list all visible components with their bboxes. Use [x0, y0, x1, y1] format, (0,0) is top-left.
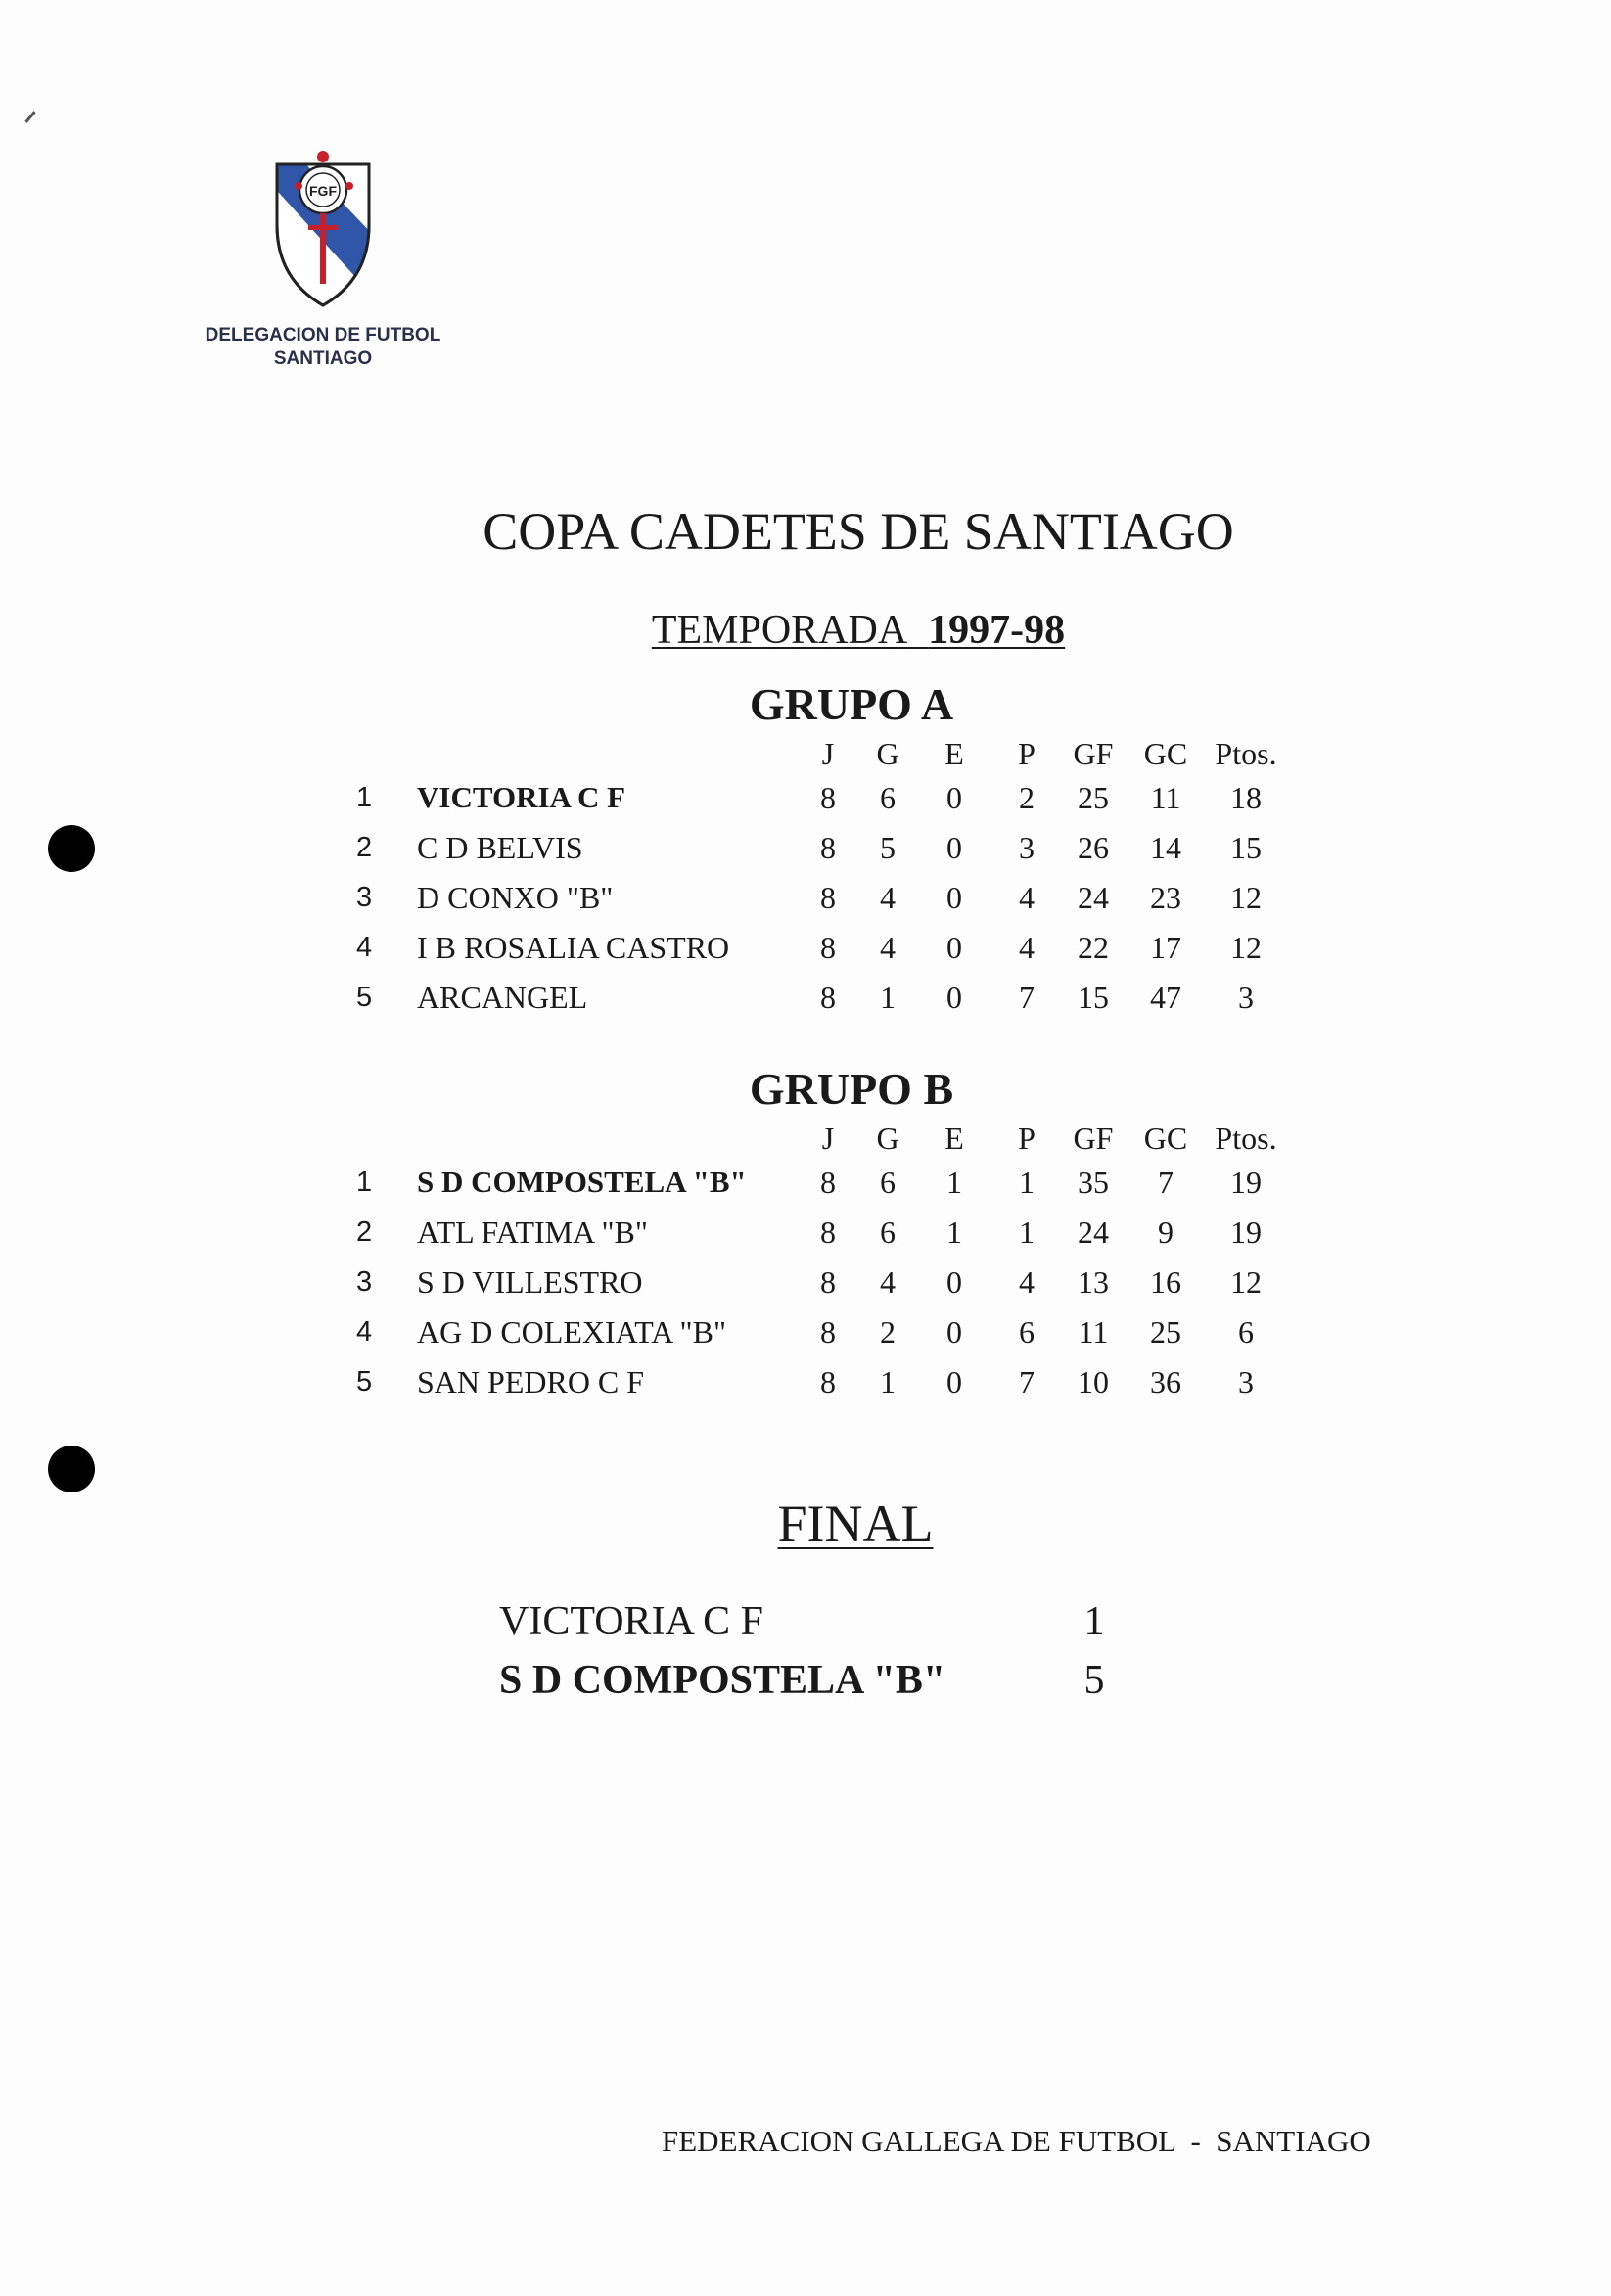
shield-icon: [269, 147, 377, 313]
stat-ptos: 12: [1230, 880, 1262, 915]
stat-gf: 24: [1078, 1215, 1109, 1250]
season-label: TEMPORADA: [651, 608, 908, 653]
stat-gc: 25: [1150, 1314, 1181, 1350]
stat-p: 2: [1019, 780, 1035, 815]
stat-gf: 11: [1078, 1314, 1109, 1350]
punch-hole-top: [48, 825, 95, 872]
stat-ptos: 15: [1230, 830, 1262, 865]
stat-ptos: 12: [1230, 930, 1262, 965]
column-header: J: [821, 1121, 835, 1156]
stat-p: 1: [1019, 1165, 1035, 1200]
position-number: 2: [356, 1217, 373, 1248]
stat-g: 6: [880, 1215, 896, 1250]
position-number: 1: [356, 1167, 373, 1198]
stat-p: 4: [1019, 930, 1035, 965]
stat-g: 2: [880, 1314, 896, 1350]
stat-j: 8: [820, 830, 836, 865]
svg-text:FGF: FGF: [309, 183, 337, 199]
stat-e: 0: [946, 1314, 962, 1350]
stat-gc: 23: [1150, 880, 1181, 915]
position-number: 5: [356, 1366, 373, 1398]
stat-g: 4: [880, 880, 896, 915]
position-number: 3: [356, 1266, 373, 1298]
document-title: COPA CADETES DE SANTIAGO: [483, 502, 1234, 561]
stat-e: 0: [946, 880, 962, 915]
position-number: 4: [356, 1316, 373, 1348]
group-title: GRUPO A: [749, 679, 954, 729]
stat-j: 8: [820, 1314, 836, 1350]
team-name: D CONXO "B": [417, 880, 614, 915]
stat-gc: 7: [1158, 1165, 1174, 1200]
season-line: [652, 607, 1065, 654]
season-value: 1997-98: [928, 608, 1066, 653]
team-name: AG D COLEXIATA "B": [417, 1314, 726, 1350]
stat-g: 5: [880, 830, 896, 865]
column-header: P: [1018, 736, 1036, 771]
position-number: 2: [356, 832, 373, 863]
stat-ptos: 3: [1238, 980, 1254, 1015]
column-header: GF: [1073, 736, 1114, 771]
stat-p: 4: [1019, 880, 1035, 915]
stat-g: 6: [880, 780, 896, 815]
stat-gf: 15: [1078, 980, 1109, 1015]
stat-ptos: 6: [1238, 1314, 1254, 1350]
stat-p: 6: [1019, 1314, 1035, 1350]
stat-p: 3: [1019, 830, 1035, 865]
column-header: GF: [1073, 1121, 1114, 1156]
delegation-name: DELEGACION DE FUTBOL: [205, 325, 441, 345]
stat-ptos: 3: [1238, 1364, 1254, 1400]
column-header: G: [876, 1121, 899, 1156]
team-name: VICTORIA C F: [417, 780, 626, 814]
stat-g: 4: [880, 930, 896, 965]
stat-gc: 16: [1150, 1264, 1181, 1300]
stat-ptos: 18: [1230, 780, 1262, 815]
stat-e: 0: [946, 1364, 962, 1400]
stat-g: 4: [880, 1264, 896, 1300]
stat-e: 0: [946, 980, 962, 1015]
stat-j: 8: [820, 1215, 836, 1250]
stat-gf: 35: [1078, 1165, 1109, 1200]
stat-ptos: 12: [1230, 1264, 1262, 1300]
stat-g: 1: [880, 980, 896, 1015]
punch-hole-bottom: [48, 1446, 95, 1492]
team-name: C D BELVIS: [417, 830, 583, 865]
stat-p: 4: [1019, 1264, 1035, 1300]
final-score: 5: [1083, 1658, 1105, 1703]
stat-j: 8: [820, 930, 836, 965]
stat-j: 8: [820, 980, 836, 1015]
stat-ptos: 19: [1230, 1165, 1262, 1200]
stat-gc: 47: [1150, 980, 1181, 1015]
final-team: VICTORIA C F: [499, 1599, 763, 1644]
team-name: S D VILLESTRO: [417, 1264, 643, 1300]
stat-gf: 13: [1078, 1264, 1109, 1300]
stat-ptos: 19: [1230, 1215, 1262, 1250]
stat-gf: 22: [1078, 930, 1109, 965]
final-team: S D COMPOSTELA "B": [499, 1658, 946, 1703]
stat-g: 6: [880, 1165, 896, 1200]
stat-j: 8: [820, 1165, 836, 1200]
stat-gf: 24: [1078, 880, 1109, 915]
position-number: 1: [356, 782, 373, 813]
delegation-city: SANTIAGO: [273, 348, 373, 369]
column-header: Ptos.: [1215, 736, 1277, 771]
stat-gc: 9: [1158, 1215, 1174, 1250]
column-header: P: [1018, 1121, 1036, 1156]
footer-federation: FEDERACION GALLEGA DE FUTBOL - SANTIAGO: [662, 2124, 1371, 2158]
stat-p: 7: [1019, 980, 1035, 1015]
stat-e: 0: [946, 830, 962, 865]
column-header: E: [944, 736, 964, 771]
team-name: S D COMPOSTELA "B": [417, 1165, 747, 1199]
column-header: J: [821, 736, 835, 771]
stat-p: 1: [1019, 1215, 1035, 1250]
stat-j: 8: [820, 880, 836, 915]
stat-j: 8: [820, 1264, 836, 1300]
position-number: 4: [356, 932, 373, 963]
stat-p: 7: [1019, 1364, 1035, 1400]
team-name: SAN PEDRO C F: [417, 1364, 645, 1400]
stat-j: 8: [820, 780, 836, 815]
stat-gc: 14: [1150, 830, 1181, 865]
stat-gf: 10: [1078, 1364, 1109, 1400]
stat-gc: 11: [1150, 780, 1181, 815]
column-header: GC: [1143, 1121, 1188, 1156]
team-name: I B ROSALIA CASTRO: [417, 930, 730, 965]
stat-e: 0: [946, 1264, 962, 1300]
column-header: G: [876, 736, 899, 771]
stat-e: 0: [946, 780, 962, 815]
stat-g: 1: [880, 1364, 896, 1400]
position-number: 5: [356, 982, 373, 1013]
team-name: ARCANGEL: [417, 980, 588, 1015]
pen-mark: [24, 111, 35, 123]
team-name: ATL FATIMA "B": [417, 1215, 648, 1250]
stat-gf: 26: [1078, 830, 1109, 865]
stat-gc: 17: [1150, 930, 1181, 965]
final-score: 1: [1083, 1599, 1105, 1644]
column-header: E: [944, 1121, 964, 1156]
group-title: GRUPO B: [749, 1064, 954, 1114]
stat-e: 1: [946, 1215, 962, 1250]
final-title: FINAL: [777, 1494, 934, 1553]
column-header: Ptos.: [1215, 1121, 1277, 1156]
stat-j: 8: [820, 1364, 836, 1400]
stat-e: 0: [946, 930, 962, 965]
position-number: 3: [356, 882, 373, 913]
stat-e: 1: [946, 1165, 962, 1200]
stat-gf: 25: [1078, 780, 1109, 815]
stat-gc: 36: [1150, 1364, 1181, 1400]
column-header: GC: [1143, 736, 1188, 771]
delegation-logo: [186, 147, 460, 370]
